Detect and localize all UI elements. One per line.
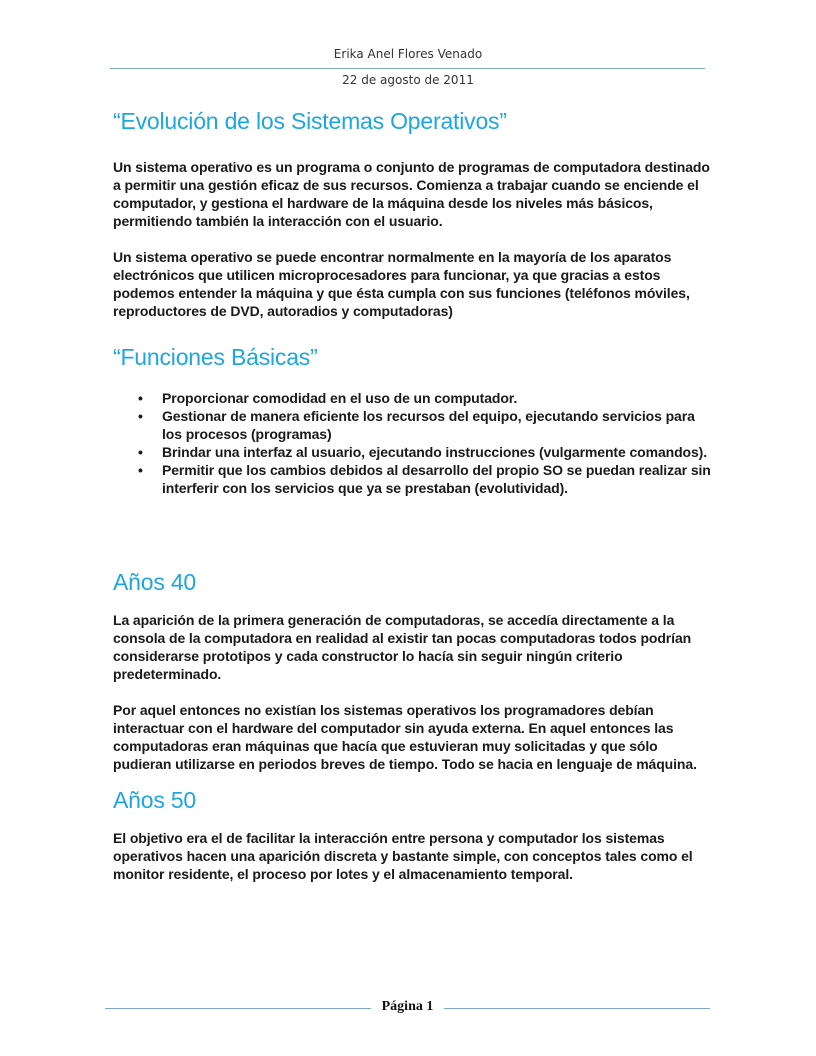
paragraph-definition: Un sistema operativo es un programa o conjunto de programas de computadora destinado a permitir una gestión eficaz de sus recursos. Comienza a trabajar cuando se enciende el computador, y gestiona el hardware de la máquina desde los niveles más básicos, permitiendo también la interacción con el usuario. (113, 159, 710, 229)
document-body (113, 106, 713, 883)
paragraph-no-os: Por aquel entonces no existían los sistemas operativos los programadores debían interactuar con el hardware del computador sin ayuda externa. En aquel entonces las computadoras eran máquinas que hacía que estuvieran muy solicitadas y que sólo pudieran utilizarse en periodos breves de tiempo. Todo se hacia en lenguaje de máquina. (113, 702, 697, 772)
heading-funciones: “Funciones Básicas” (113, 344, 318, 370)
bullet-icon: • (138, 444, 143, 460)
header-divider (110, 68, 705, 69)
list-item: • Brindar una interfaz al usuario, ejecutando instrucciones (vulgarmente comandos). (138, 444, 708, 460)
bullet-icon: • (138, 408, 143, 424)
heading-anos-40: Años 40 (113, 569, 196, 595)
paragraph-devices: Un sistema operativo se puede encontrar normalmente en la mayoría de los aparatos electrónicos que utilicen microprocesadores para funcionar, ya que gracias a estos podemos entender la máquina y que ésta cumpla con sus funciones (teléfonos móviles, reproductores de DVD, autoradios y computadoras) (113, 249, 690, 319)
heading-anos-50: Años 50 (113, 787, 196, 813)
heading-evolucion: “Evolución de los Sistemas Operativos” (113, 108, 507, 134)
bullet-icon: • (138, 462, 143, 478)
paragraph-first-generation: La aparición de la primera generación de computadoras, se accedía directamente a la consola de la computadora en realidad al existir tan pocas computadoras todos podrían considerarse prototipos y cada constructor lo hacía sin seguir ningún criterio predeterminado. (113, 612, 692, 682)
header-author: Erika Anel Flores Venado (333, 47, 483, 61)
list-item: • Permitir que los cambios debidos al desarrollo del propio SO se puedan realizar sin interferir con los servicios que ya se prestaban (evolutividad). (138, 462, 711, 496)
paragraph-objective: El objetivo era el de facilitar la interacción entre persona y computador los sistemas operativos hacen una aparición discreta y bastante simple, con conceptos tales como el monitor residente, el proceso por lotes y el almacenamiento temporal. (113, 830, 693, 882)
page-number: Página 1 (381, 999, 434, 1014)
list-item: • Gestionar de manera eficiente los recursos del equipo, ejecutando servicios para los procesos (programas) (138, 408, 695, 442)
bullet-icon: • (138, 390, 143, 406)
footer-divider-left (105, 1008, 371, 1009)
footer-divider-right (444, 1008, 710, 1009)
list-item: • Proporcionar comodidad en el uso de un computador. (138, 390, 518, 406)
header-date: 22 de agosto de 2011 (342, 73, 474, 87)
functions-list (113, 389, 713, 497)
